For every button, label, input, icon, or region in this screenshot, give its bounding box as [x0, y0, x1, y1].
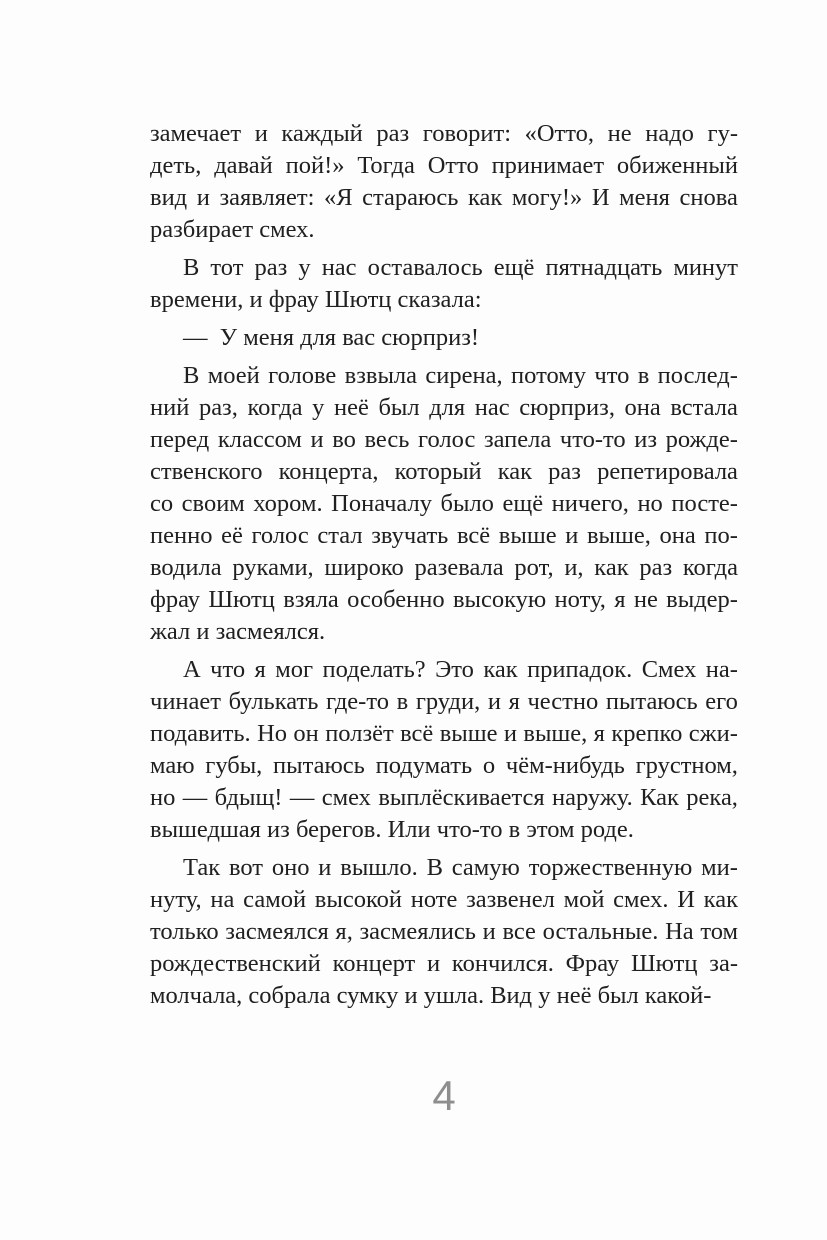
text-line: ственского концерта, который как раз репетировала — [150, 458, 738, 485]
paragraph — [150, 118, 738, 246]
text-line: пенно её голос стал звучать всё выше и выше, она по- — [150, 522, 738, 549]
text-line: но — бдыщ! — смех выплёскивается наружу. Как река, — [150, 784, 738, 811]
text-line: В тот раз у нас оставалось ещё пятнадцать минут — [183, 254, 738, 281]
text-line: фрау Шютц взяла особенно высокую ноту, я не выдер- — [150, 586, 738, 613]
text-line: чинает булькать где-то в груди, и я честно пытаюсь его — [150, 688, 738, 715]
text-line: разбирает смех. — [150, 216, 315, 243]
paragraph — [150, 322, 738, 354]
text-line: деть, давай пой!» Тогда Отто принимает обиженный — [150, 152, 738, 179]
text-line: рождественский концерт и кончился. Фрау Шютц за- — [150, 950, 738, 977]
page-number: 4 — [432, 1072, 456, 1119]
text-line: В моей голове взвыла сирена, потому что в послед- — [183, 362, 738, 389]
paragraph — [150, 654, 738, 846]
paragraph — [150, 852, 738, 1012]
text-line: только засмеялся я, засмеялись и все остальные. На том — [150, 918, 738, 945]
text-line: времени, и фрау Шютц сказала: — [150, 286, 482, 313]
paragraph — [150, 252, 738, 316]
text-line: жал и засмеялся. — [150, 618, 326, 645]
text-line: молчала, собрала сумку и ушла. Вид у неё был какой- — [150, 982, 712, 1009]
text-line: вид и заявляет: «Я стараюсь как могу!» И меня снова — [150, 184, 738, 211]
text-line: со своим хором. Поначалу было ещё ничего, но посте- — [150, 490, 738, 517]
text-line: вышедшая из берегов. Или что-то в этом роде. — [150, 816, 634, 843]
text-line: ний раз, когда у неё был для нас сюрприз, она встала — [150, 394, 738, 421]
text-line: замечает и каждый раз говорит: «Отто, не надо гу- — [150, 120, 738, 147]
text-line: подавить. Но он ползёт всё выше и выше, я крепко сжи- — [150, 720, 738, 747]
text-line: маю губы, пытаюсь подумать о чём-нибудь грустном, — [150, 752, 738, 779]
text-line: А что я мог поделать? Это как припадок. Смех на- — [183, 656, 738, 683]
text-line: — У меня для вас сюрприз! — [183, 324, 480, 351]
text-line: нуту, на самой высокой ноте зазвенел мой смех. И как — [150, 886, 738, 913]
text-line: Так вот оно и вышло. В самую торжественную ми- — [183, 854, 738, 881]
text-line: водила руками, широко разевала рот, и, как раз когда — [150, 554, 738, 581]
text-block — [150, 118, 738, 1012]
text-line: перед классом и во весь голос запела что-то из рожде- — [150, 426, 738, 453]
paragraph — [150, 360, 738, 648]
